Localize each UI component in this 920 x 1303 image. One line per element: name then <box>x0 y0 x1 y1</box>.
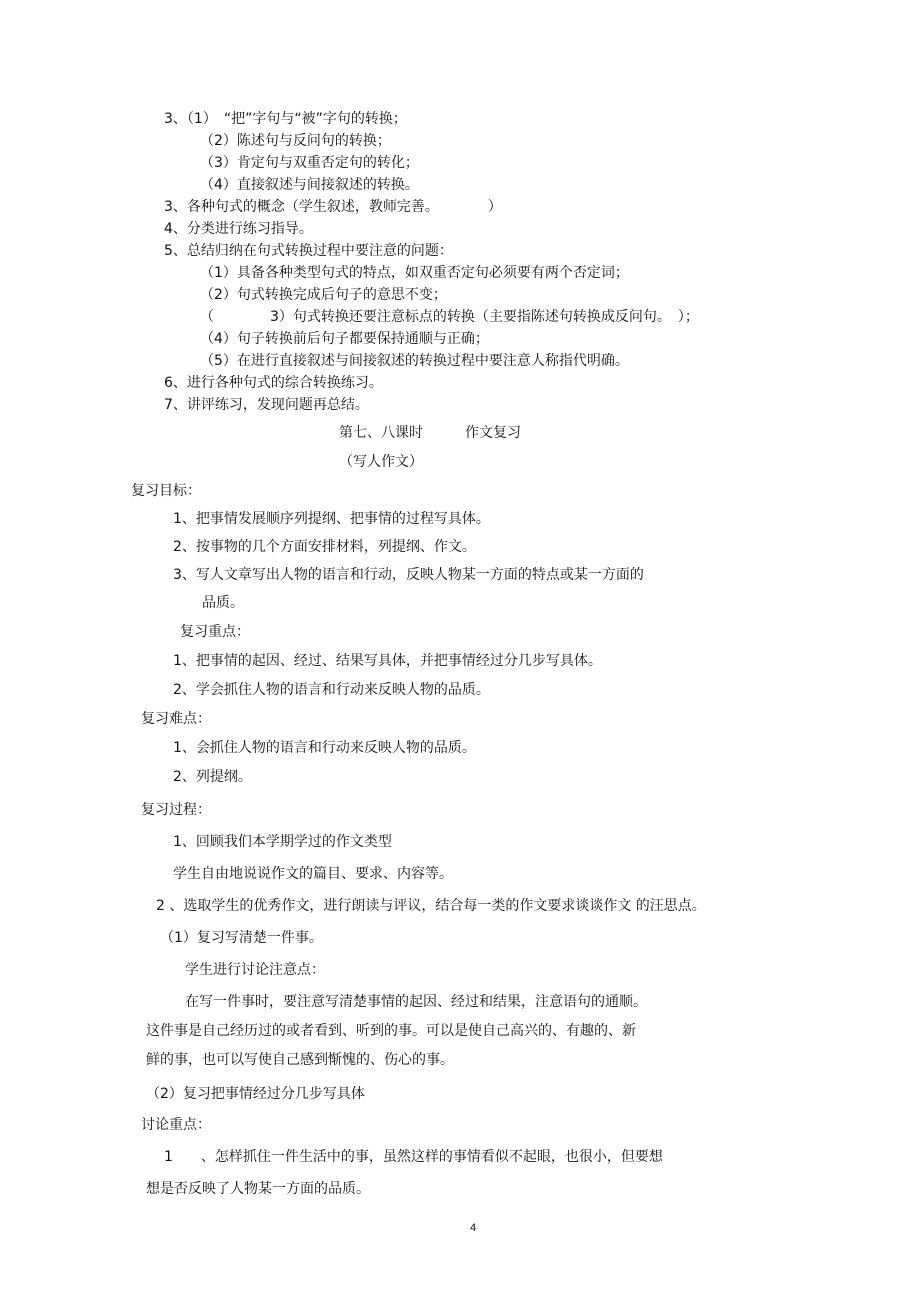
text-line: 4、分类进行练习指导。 <box>164 221 313 237</box>
text-line: （4）句子转换前后句子都要保持通顺与正确； <box>200 331 489 347</box>
page-number: 4 <box>470 1222 477 1234</box>
text-line: 2、按事物的几个方面安排材料，列提纲、作文。 <box>173 539 476 555</box>
text-line: 2、列提纲。 <box>173 769 252 785</box>
text-line: （1）具备各种类型句式的特点，如双重否定句必须要有两个否定词； <box>200 265 629 281</box>
text-line: 1 、怎样抓住一件生活中的事，虽然这样的事情看似不起眼，也很小，但要想 <box>164 1149 663 1165</box>
heading-goals: 复习目标： <box>131 483 201 499</box>
text-line: 2、学会抓住人物的语言和行动来反映人物的品质。 <box>173 682 490 698</box>
text-line: 学生自由地说说作文的篇目、要求、内容等。 <box>173 866 453 882</box>
text-line: （5）在进行直接叙述与间接叙述的转换过程中要注意人称指代明确。 <box>200 353 629 369</box>
text-line: 3、写人文章写出人物的语言和行动，反映人物某一方面的特点或某一方面的 <box>173 567 644 583</box>
text-line: 学生进行讨论注意点： <box>185 962 325 978</box>
heading-discussion: 讨论重点： <box>141 1117 211 1133</box>
text-line: 1、把事情的起因、经过、结果写具体，并把事情经过分几步写具体。 <box>173 653 602 669</box>
text-line: 2 、选取学生的优秀作文，进行朗读与评议，结合每一类的作文要求谈谈作文 的汪思点。 <box>156 898 706 914</box>
heading-process: 复习过程： <box>141 802 211 818</box>
text-line: （ 3）句式转换还要注意标点的转换（主要指陈述句转换成反问句。 ）； <box>200 309 699 325</box>
text-line: （1）复习写清楚一件事。 <box>160 930 323 946</box>
text-line: 这件事是自己经历过的或者看到、听到的事。可以是使自己高兴的、有趣的、新 <box>146 1023 636 1039</box>
text-line: 5、总结归纳在句式转换过程中要注意的问题： <box>164 243 453 259</box>
heading-key-points: 复习重点： <box>180 624 250 640</box>
text-line: 1、把事情发展顺序列提纲、把事情的过程写具体。 <box>173 511 490 527</box>
text-line: （2）复习把事情经过分几步写具体 <box>146 1086 365 1102</box>
text-line: 6、进行各种句式的综合转换练习。 <box>164 375 383 391</box>
text-line: 3、（1） “把”字句与“被”字句的转换； <box>164 111 407 127</box>
text-line: 鲜的事，也可以写使自己感到惭愧的、伤心的事。 <box>146 1052 454 1068</box>
text-line: 在写一件事时，要注意写清楚事情的起因、经过和结果，注意语句的通顺。 <box>185 994 647 1010</box>
text-line: 想是否反映了人物某一方面的品质。 <box>146 1181 370 1197</box>
text-line: 7、讲评练习，发现问题再总结。 <box>164 397 369 413</box>
text-line: 品质。 <box>202 595 244 611</box>
text-line: （4）直接叙述与间接叙述的转换。 <box>200 177 419 193</box>
text-line: 1、回顾我们本学期学过的作文类型 <box>173 834 392 850</box>
text-line: （2）陈述句与反问句的转换； <box>200 133 391 149</box>
text-line: 3、各种句式的概念（学生叙述，教师完善。 ） <box>164 199 502 215</box>
heading-difficulties: 复习难点： <box>141 711 211 727</box>
text-line: （2）句式转换完成后句子的意思不变； <box>200 287 447 303</box>
text-line: 1、会抓住人物的语言和行动来反映人物的品质。 <box>173 740 476 756</box>
section-title: 第七、八课时 作文复习 <box>339 425 521 441</box>
section-subtitle: （写人作文） <box>339 454 423 470</box>
text-line: （3）肯定句与双重否定句的转化； <box>200 155 419 171</box>
